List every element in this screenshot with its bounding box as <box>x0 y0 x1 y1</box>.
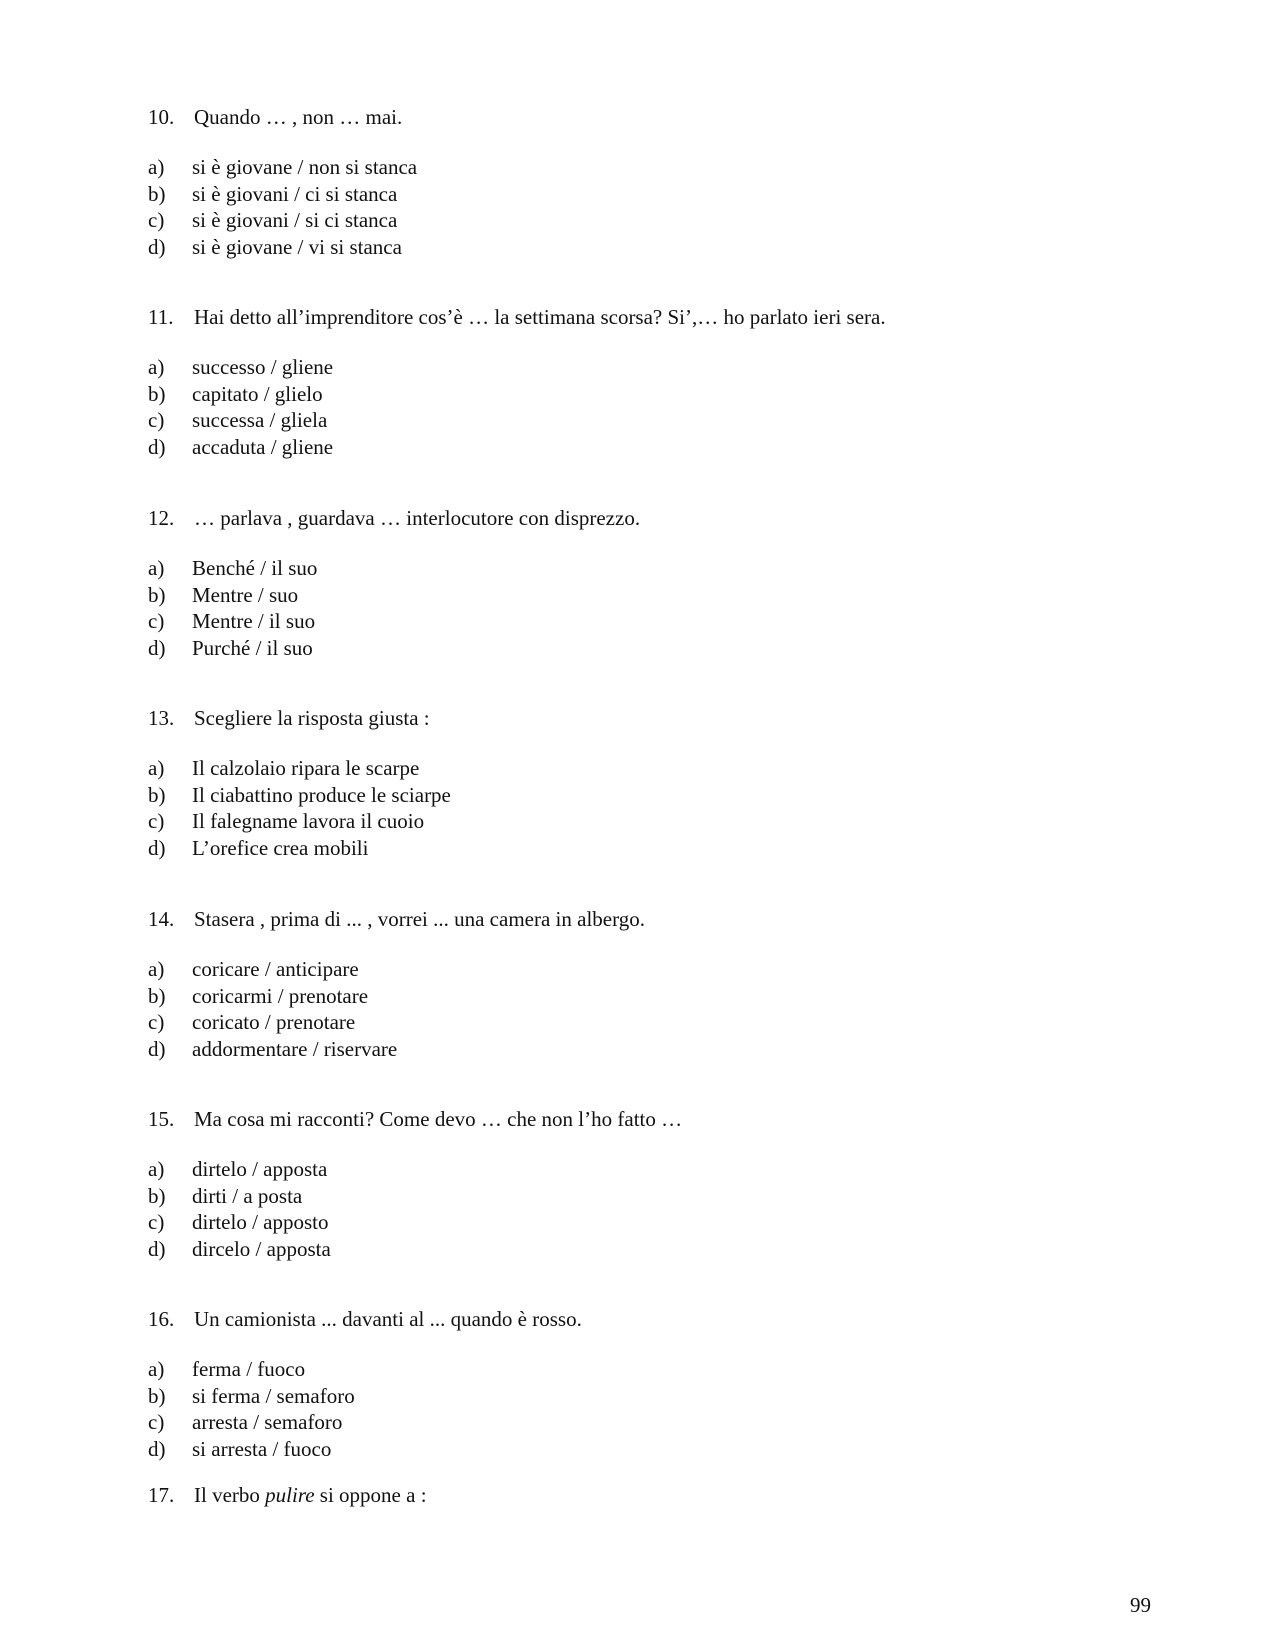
question-13 <box>148 705 1148 861</box>
option-text: coricare / anticipare <box>192 957 359 981</box>
option-letter: b) <box>148 782 166 807</box>
option-text: Il calzolaio ripara le scarpe <box>192 756 420 780</box>
option-text: Mentre / il suo <box>192 609 316 633</box>
question-text-italic: pulire <box>265 1483 315 1507</box>
question-number: 16. <box>148 1307 175 1331</box>
option-letter: d) <box>148 1036 166 1061</box>
option-letter: c) <box>148 609 165 633</box>
options-list <box>148 555 1148 661</box>
option-a <box>148 1156 1148 1183</box>
option-letter: b) <box>148 1183 166 1208</box>
option-text: successo / gliene <box>192 355 334 379</box>
question-11 <box>148 304 1148 460</box>
option-b <box>148 181 1148 208</box>
option-letter: b) <box>148 381 166 406</box>
question-text-before: Il verbo <box>194 1483 266 1507</box>
option-text: Benché / il suo <box>192 556 318 580</box>
option-d <box>148 635 1148 662</box>
option-c <box>148 407 1148 434</box>
option-b <box>148 1383 1148 1410</box>
options-list <box>148 755 1148 861</box>
option-text: Mentre / suo <box>192 582 299 607</box>
question-stem <box>148 505 1148 531</box>
option-d <box>148 1436 1148 1463</box>
question-number: 17. <box>148 1483 175 1507</box>
option-c <box>148 808 1148 835</box>
option-text: si ferma / semaforo <box>192 1383 355 1408</box>
option-letter: a) <box>148 556 165 580</box>
option-c <box>148 608 1148 635</box>
option-d <box>148 234 1148 261</box>
option-a <box>148 154 1148 181</box>
option-text: L’orefice crea mobili <box>192 835 369 860</box>
option-letter: c) <box>148 408 165 432</box>
option-c <box>148 1209 1148 1236</box>
question-number: 11. <box>148 305 174 329</box>
question-text: Ma cosa mi racconti? Come devo … che non l’ho fatto … <box>194 1107 683 1131</box>
question-stem <box>148 304 1148 330</box>
question-10 <box>148 104 1148 260</box>
question-text-after: si oppone a : <box>314 1483 427 1507</box>
option-c <box>148 1409 1148 1436</box>
option-b <box>148 381 1148 408</box>
page-number: 99 <box>1130 1593 1151 1617</box>
question-number: 12. <box>148 506 175 530</box>
option-letter: b) <box>148 582 166 607</box>
option-letter: d) <box>148 635 166 660</box>
question-17 <box>148 1482 1148 1508</box>
option-c <box>148 207 1148 234</box>
option-text: si è giovane / vi si stanca <box>192 234 402 259</box>
question-number: 13. <box>148 706 175 730</box>
question-14 <box>148 906 1148 1062</box>
option-letter: d) <box>148 1236 166 1261</box>
option-letter: c) <box>148 1010 165 1034</box>
question-text: Stasera , prima di ... , vorrei ... una camera in albergo. <box>194 907 645 931</box>
option-letter: c) <box>148 1410 165 1434</box>
option-letter: a) <box>148 957 165 981</box>
option-letter: b) <box>148 1383 166 1408</box>
option-b <box>148 782 1148 809</box>
question-stem <box>148 906 1148 932</box>
option-a <box>148 354 1148 381</box>
options-list <box>148 1156 1148 1262</box>
question-stem <box>148 1306 1148 1332</box>
options-list <box>148 154 1148 260</box>
option-text: capitato / glielo <box>192 381 323 406</box>
option-letter: a) <box>148 1157 165 1181</box>
option-text: dirtelo / apposto <box>192 1210 329 1234</box>
option-letter: a) <box>148 756 165 780</box>
option-text: successa / gliela <box>192 408 328 432</box>
option-text: ferma / fuoco <box>192 1357 306 1381</box>
option-text: dirtelo / apposta <box>192 1157 328 1181</box>
option-letter: c) <box>148 208 165 232</box>
option-letter: c) <box>148 1210 165 1234</box>
question-text: Quando … , non … mai. <box>194 105 403 129</box>
question-text: Un camionista ... davanti al ... quando è rosso. <box>194 1307 582 1331</box>
question-stem <box>148 705 1148 731</box>
option-text: coricarmi / prenotare <box>192 983 369 1008</box>
option-d <box>148 835 1148 862</box>
option-b <box>148 983 1148 1010</box>
option-text: si è giovani / si ci stanca <box>192 208 398 232</box>
option-text: dircelo / apposta <box>192 1236 331 1261</box>
option-text: Il ciabattino produce le sciarpe <box>192 782 451 807</box>
option-text: arresta / semaforo <box>192 1410 343 1434</box>
option-text: dirti / a posta <box>192 1183 303 1208</box>
options-list <box>148 956 1148 1062</box>
option-text: Purché / il suo <box>192 635 313 660</box>
question-16 <box>148 1306 1148 1462</box>
question-text: Hai detto all’imprenditore cos’è … la settimana scorsa? Si’,… ho parlato ieri sera. <box>194 305 886 329</box>
option-letter: d) <box>148 1436 166 1461</box>
option-letter: a) <box>148 1357 165 1381</box>
option-b <box>148 1183 1148 1210</box>
question-text: … parlava , guardava … interlocutore con disprezzo. <box>194 506 641 530</box>
question-number: 10. <box>148 105 175 129</box>
option-letter: d) <box>148 434 166 459</box>
option-letter: d) <box>148 835 166 860</box>
options-list <box>148 354 1148 460</box>
option-text: coricato / prenotare <box>192 1010 356 1034</box>
question-stem <box>148 104 1148 130</box>
question-15 <box>148 1106 1148 1262</box>
option-text: Il falegname lavora il cuoio <box>192 809 425 833</box>
option-text: accaduta / gliene <box>192 434 334 459</box>
question-number: 15. <box>148 1107 175 1131</box>
question-12 <box>148 505 1148 661</box>
option-b <box>148 582 1148 609</box>
option-d <box>148 434 1148 461</box>
option-a <box>148 1356 1148 1383</box>
option-text: si è giovane / non si stanca <box>192 155 418 179</box>
option-letter: a) <box>148 155 165 179</box>
option-d <box>148 1236 1148 1263</box>
option-letter: a) <box>148 355 165 379</box>
option-d <box>148 1036 1148 1063</box>
option-text: si è giovani / ci si stanca <box>192 181 398 206</box>
question-stem <box>148 1482 1148 1508</box>
question-number: 14. <box>148 907 175 931</box>
option-text: si arresta / fuoco <box>192 1436 332 1461</box>
option-a <box>148 555 1148 582</box>
option-text: addormentare / riservare <box>192 1036 398 1061</box>
option-letter: d) <box>148 234 166 259</box>
option-letter: b) <box>148 181 166 206</box>
option-c <box>148 1009 1148 1036</box>
options-list <box>148 1356 1148 1462</box>
question-text: Scegliere la risposta giusta : <box>194 706 430 730</box>
option-letter: b) <box>148 983 166 1008</box>
option-letter: c) <box>148 809 165 833</box>
option-a <box>148 956 1148 983</box>
question-stem <box>148 1106 1148 1132</box>
option-a <box>148 755 1148 782</box>
